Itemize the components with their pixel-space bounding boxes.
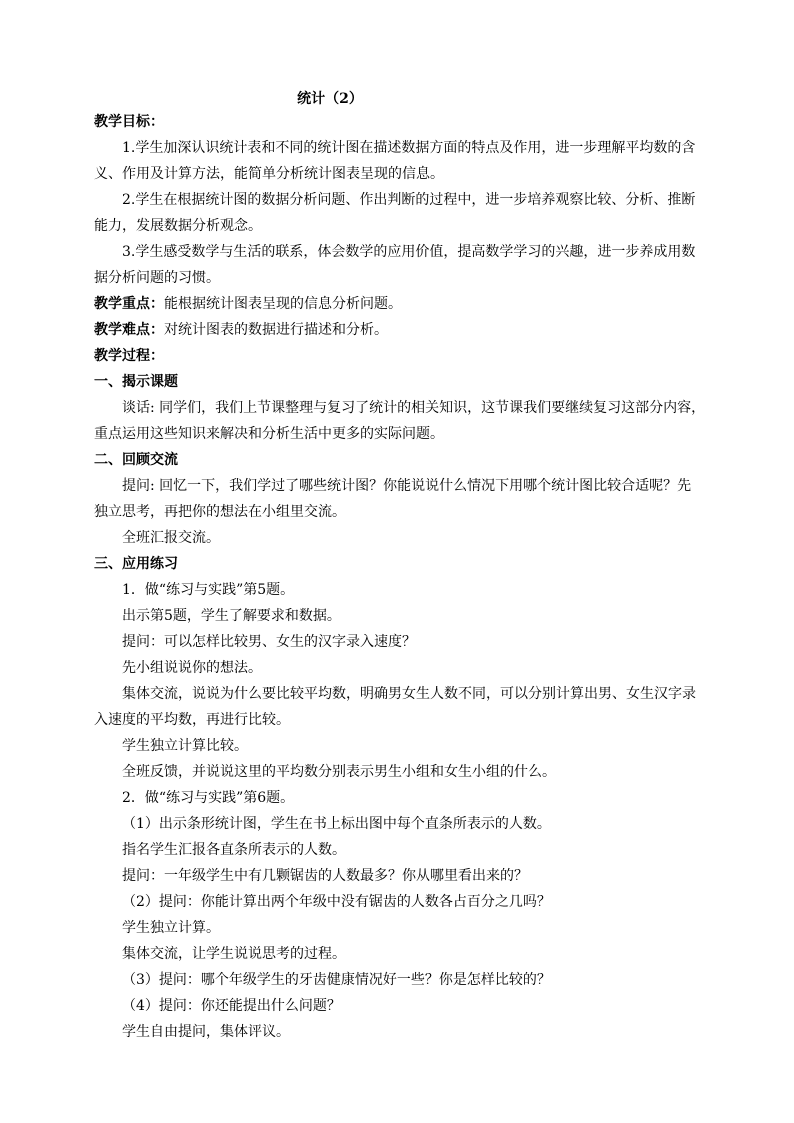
goal-1-line-1: 1.学生加深认识统计表和不同的统计图在描述数据方面的特点及作用，进一步理解平均数的含 bbox=[122, 140, 696, 156]
key-point-text: 能根据统计图表呈现的信息分析问题。 bbox=[164, 296, 402, 312]
section-1-line-2: 重点运用这些知识来解决和分析生活中更多的实际问题。 bbox=[94, 426, 444, 442]
paragraph: 全班反馈，并说说这里的平均数分别表示男生小组和女生小组的什么。 bbox=[122, 764, 556, 780]
paragraph: （1）出示条形统计图，学生在书上标出图中每个直条所表示的人数。 bbox=[122, 816, 551, 832]
paragraph: 提问：可以怎样比较男、女生的汉字录入速度？ bbox=[122, 634, 416, 650]
difficulty bbox=[94, 322, 388, 338]
paragraph: 学生独立计算比较。 bbox=[122, 738, 248, 754]
paragraph: 学生独立计算。 bbox=[122, 920, 220, 936]
paragraph: 1．做“练习与实践”第5题。 bbox=[122, 582, 295, 598]
goal-1-line-2: 义、作用及计算方法，能简单分析统计图表呈现的信息。 bbox=[94, 166, 444, 182]
goals-heading: 教学目标： bbox=[94, 114, 164, 130]
section-2-line-1: 提问: 回忆一下，我们学过了哪些统计图？你能说说什么情况下用哪个统计图比较合适呢？先 bbox=[122, 478, 692, 494]
section-2-line-2: 独立思考，再把你的想法在小组里交流。 bbox=[94, 504, 346, 520]
paragraph: 先小组说说你的想法。 bbox=[122, 660, 262, 676]
paragraph: 学生自由提问，集体评议。 bbox=[122, 1024, 290, 1040]
difficulty-label: 教学难点： bbox=[94, 322, 164, 338]
section-1-heading: 一、揭示课题 bbox=[94, 374, 178, 390]
process-heading: 教学过程： bbox=[94, 348, 164, 364]
paragraph: 出示第5题，学生了解要求和数据。 bbox=[122, 608, 341, 624]
paragraph: （4）提问：你还能提出什么问题？ bbox=[122, 998, 341, 1014]
section-2-line-3: 全班汇报交流。 bbox=[122, 530, 220, 546]
goal-2-line-2: 能力，发展数据分析观念。 bbox=[94, 218, 262, 234]
goal-3-line-1: 3.学生感受数学与生活的联系，体会数学的应用价值，提高数学学习的兴趣，进一步养成用数 bbox=[122, 244, 696, 260]
paragraph: 入速度的平均数，再进行比较。 bbox=[94, 712, 290, 728]
difficulty-text: 对统计图表的数据进行描述和分析。 bbox=[164, 322, 388, 338]
paragraph: 指名学生汇报各直条所表示的人数。 bbox=[122, 842, 346, 858]
paragraph: 提问：一年级学生中有几颗锯齿的人数最多？你从哪里看出来的？ bbox=[122, 868, 528, 884]
goal-3-line-2: 据分析问题的习惯。 bbox=[94, 270, 220, 286]
goal-2-line-1: 2.学生在根据统计图的数据分析问题、作出判断的过程中，进一步培养观察比较、分析、推断 bbox=[122, 192, 696, 208]
key-point-label: 教学重点： bbox=[94, 296, 164, 312]
paragraph: 集体交流，让学生说说思考的过程。 bbox=[122, 946, 346, 962]
section-3-heading: 三、应用练习 bbox=[94, 556, 178, 572]
paragraph: （3）提问：哪个年级学生的牙齿健康情况好一些？你是怎样比较的？ bbox=[122, 972, 551, 988]
section-1-line-1: 谈话: 同学们，我们上节课整理与复习了统计的相关知识，这节课我们要继续复习这部分内容， bbox=[122, 400, 706, 416]
section-2-heading: 二、回顾交流 bbox=[94, 452, 178, 468]
paragraph: （2）提问：你能计算出两个年级中没有锯齿的人数各占百分之几吗？ bbox=[122, 894, 551, 910]
page-title: 统计（2） bbox=[297, 91, 363, 107]
key-point bbox=[94, 296, 402, 312]
paragraph: 集体交流，说说为什么要比较平均数，明确男女生人数不同，可以分别计算出男、女生汉字录 bbox=[122, 686, 696, 702]
paragraph: 2．做“练习与实践”第6题。 bbox=[122, 790, 295, 806]
